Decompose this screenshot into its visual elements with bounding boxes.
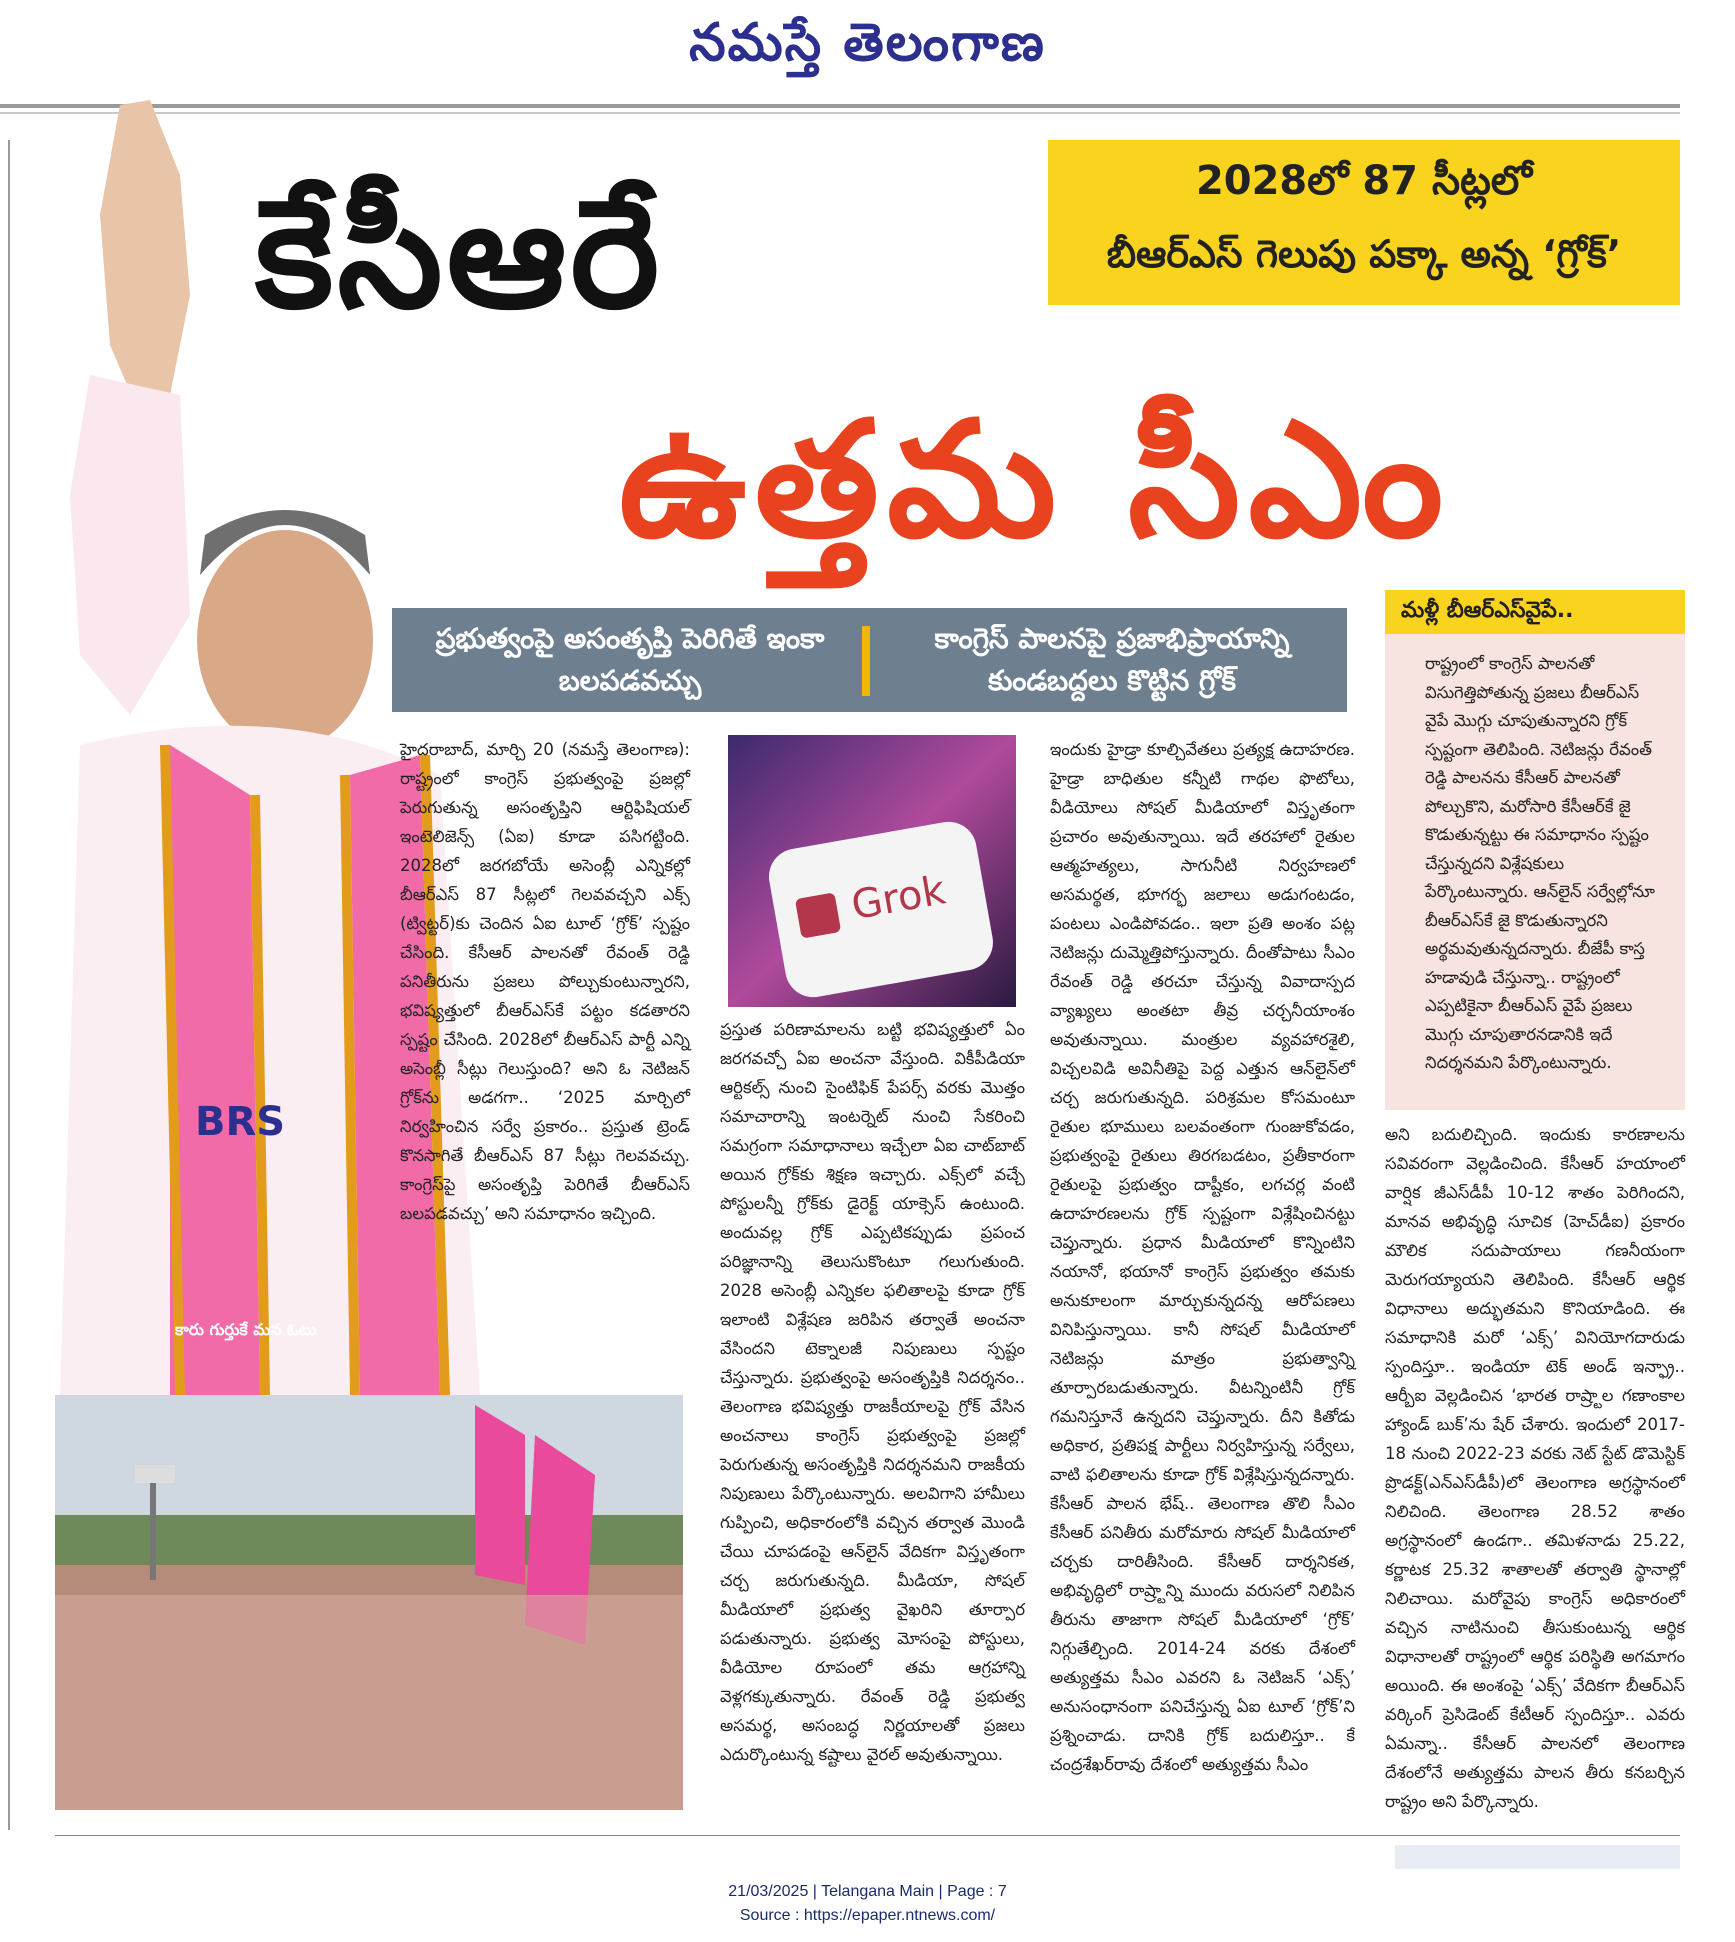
headline-line2: ఉత్తమ సీఎం [618,386,1452,573]
footer [0,1880,1735,1928]
article-column-4: అని బదులిచ్చింది. ఇందుకు కారణాలను సవివరంగా వెల్లడించింది. కేసీఆర్ హయాంలో వార్షిక జీఎస్‌డీపీ 10-12 శాతం పెరిగిందని, మానవ అభివృద్ధి సూచిక (హెచ్‌డీఐ) ప్రకారం మౌలిక సదుపాయాలు గణనీయంగా మెరుగయ్యాయని తెలిపింది. కేసీఆర్ ఆర్థిక విధానాలు అద్భుతమని కొనియాడింది. ఈ సమాధానికి మరో ‘ఎక్స్’ వినియోగదారుడు స్పందిస్తూ.. ఇండియా టెక్ అండ్ ఇన్ఫ్రా.. ఆర్బీఐ వెల్లడించిన ‘భారత రాష్ర్టాల గణాంకాల హ్యాండ్ బుక్’ను షేర్ చేశారు. ఇందులో 2017-18 నుంచి 2022-23 వరకు నెట్ స్టేట్ డొమెస్టిక్ ప్రొడక్ట్(ఎన్‌ఎస్‌డీపీ)లో తెలంగాణ అగ్రస్థానంలో నిలిచింది. తెలంగాణ 28.52 శాతం అగ్రస్థానంలో ఉండగా.. తమిళనాడు 25.22, కర్ణాటక 25.32 శాతాలతో తర్వాతి స్థానాల్లో నిలిచాయి. మరోవైపు కాంగ్రెస్ అధికారంలో వచ్చిన నాటినుంచి తీసుకుంటున్న ఆర్థిక విధానాలతో రాష్ట్రంలో ఆర్థిక పరిస్థితి అగమాగం అయింది. ఈ అంశంపై ‘ఎక్స్’ వేదికగా బీఆర్‌ఎస్ వర్కింగ్ ప్రెసిడెంట్ కేటీఆర్ స్పందిస్తూ.. ఎవరు ఏమన్నా.. కేసీఆర్ పాలనలో తెలంగాణ దేశంలోనే అత్యుత్తమ పాలన తీరు కనబర్చిన రాష్ట్రం అని పేర్కొన్నారు. [1385,1125,1685,1811]
sidebar-title: మళ్లీ బీఆర్‌ఎస్‌వైపే.. [1401,598,1574,623]
yellow-box-line2: బీఆర్‌ఎస్ గెలుపు పక్కా అన్న ‘గ్రోక్’ [1106,232,1622,276]
subhead-divider [862,626,870,696]
masthead [0,0,1735,80]
grok-label: Grok [847,867,949,930]
headline-line1: కేసీఆరే [255,168,664,342]
subhead-left: ప్రభుత్వంపై అసంతృప్తి పెరిగితే ఇంకా బలపడవచ్చు [435,622,825,697]
footer-source-line: Source : https://epaper.ntnews.com/ [739,1907,996,1924]
article-column-1: హైదరాబాద్, మార్చి 20 (నమస్తే తెలంగాణ): రాష్ట్రంలో కాంగ్రెస్ ప్రభుత్వంపై ప్రజల్లో పెరుగుతున్న అసంతృప్తిని ఆర్టిఫిషియల్ ఇంటెలిజెన్స్ (ఏఐ) కూడా పసిగట్టింది. 2028లో జరగబోయే అసెంబ్లీ ఎన్నికల్లో బీఆర్‌ఎస్ 87 సీట్లలో గెలవవచ్చని ఎక్స్ (ట్విట్టర్)కు చెందిన ఏఐ టూల్ ‘గ్రోక్’ స్పష్టం చేసింది. కేసీఆర్ పాలనతో రేవంత్ రెడ్డి పనితీరును ప్రజలు పోల్చుకుంటున్నారని, భవిష్యత్తులో బీఆర్‌ఎస్‌కే పట్టం కడతారని స్పష్టం చేసింది. 2028లో బీఆర్‌ఎస్ పార్టీ ఎన్ని అసెంబ్లీ సీట్లు గెలుస్తుంది? అని ఓ నెటిజన్ గ్రోక్‌ను అడగగా.. ‘2025 మార్చిలో నిర్వహించిన సర్వే ప్రకారం.. ప్రస్తుత ట్రెండ్ కొనసాగితే బీఆర్‌ఎస్ 87 సీట్లు గెలవవచ్చు. కాంగ్రెస్‌పై అసంతృప్తి పెరిగితే బీఆర్‌ఎస్ బలపడవచ్చు’ అని సమాధానం ఇచ్చింది. [400,740,690,1223]
subhead-bar [392,608,1347,712]
left-column-rule [8,140,10,1830]
masthead-title: నమస్తే తెలంగాణ [689,12,1046,73]
next-article-strip [1395,1845,1680,1869]
rally-crowd-photo [55,1395,683,1810]
yellow-highlight-box [1048,140,1680,305]
brs-badge: BRS [195,1099,286,1145]
footer-date-line: 21/03/2025 | Telangana Main | Page : 7 [728,1883,1007,1900]
sidebar-text: రాష్ట్రంలో కాంగ్రెస్ పాలనతో విసుగెత్తిపోతున్న ప్రజలు బీఆర్‌ఎస్ వైపే మొగ్గు చూపుతున్నారని గ్రోక్ స్పష్టంగా తెలిపింది. నెటిజన్లు రేవంత్ రెడ్డి పాలనను కేసీఆర్ పాలనతో పోల్చుకొని, మరోసారి కేసీఆర్‌కే జై కొడుతున్నట్టు ఈ సమాధానం స్పష్టం చేస్తున్నదని విశ్లేషకులు పేర్కొంటున్నారు. ఆన్‌లైన్ సర్వేల్లోనూ బీఆర్‌ఎస్‌కే జై కొడుతున్నారని అర్థమవుతున్నదన్నారు. బీజేపీ కాస్త హడావుడి చేస్తున్నా.. రాష్ట్రంలో ఎప్పటికైనా బీఆర్‌ఎస్ వైపే ప్రజలు మొగ్గు చూపుతారనడానికి ఇదే నిదర్శనమని పేర్కొంటున్నారు. [1425,654,1655,1072]
article-column-3: ఇందుకు హైడ్రా కూల్చివేతలు ప్రత్యక్ష ఉదాహరణ. హైడ్రా బాధితుల కన్నీటి గాథల ఫొటోలు, వీడియోలు సోషల్ మీడియాలో విస్తృతంగా ప్రచారం అవుతున్నాయి. ఇదే తరహాలో రైతుల ఆత్మహత్యలు, సాగునీటి నిర్వహణలో అసమర్థత, భూగర్భ జలాలు అడుగంటడం, పంటలు ఎండిపోవడం.. ఇలా ప్రతి అంశం పట్ల నెటిజన్లు దుమ్మెత్తిపోస్తున్నారు. దీంతోపాటు సీఎం రేవంత్ రెడ్డి తరచూ చేస్తున్న వివాదాస్పద వ్యాఖ్యలు అంతటా తీవ్ర చర్చనీయాంశం అవుతున్నాయి. మంత్రుల వ్యవహారశైలి, విచ్చలవిడి అవినీతిపై పెద్ద ఎత్తున ఆన్‌లైన్‌లో చర్చ జరుగుతున్నది. పరిశ్రమల కోసమంటూ రైతుల భూములు బలవంతంగా గుంజుకోవడం, ప్రభుత్వంపై రైతులు తిరగబడటం, ప్రతీకారంగా రైతులపై ప్రభుత్వం దాష్టీకం, లగచర్ల వంటి ఉదాహరణలను గ్రోక్ స్పష్టంగా విశ్లేషించినట్టు చెప్తున్నారు. ప్రధాన మీడియాలో కొన్నింటిని నయానో, భయానో కాంగ్రెస్ ప్రభుత్వం తమకు అనుకూలంగా మార్చుకున్నదన్న ఆరోపణలు వినిపిస్తున్నాయి. కానీ సోషల్ మీడియాలో నెటిజన్లు మాత్రం ప్రభుత్వాన్ని తూర్పారబడుతున్నారు. వీటన్నింటినీ గ్రోక్ గమనిస్తూనే ఉన్నదని చెప్తున్నారు. దీని కితోడు అధికార, ప్రతిపక్ష పార్టీలు నిర్వహిస్తున్న సర్వేలు, వాటి ఫలితాలను కూడా గ్రోక్ విశ్లేషిస్తున్నదన్నారు. కేసీఆర్ పాలన భేష్.. తెలంగాణ తొలి సీఎం కేసీఆర్ పనితీరు మరోమారు సోషల్ మీడియాలో చర్చకు దారితీసింది. కేసీఆర్ దార్శనికత, అభివృద్ధిలో రాష్ర్టాన్ని ముందు వరుసలో నిలిపిన తీరును తాజాగా సోషల్ మీడియాలో ‘గ్రోక్’ నిగ్గుతేల్చింది. 2014-24 వరకు దేశంలో అత్యుత్తమ సీఎం ఎవరని ఓ నెటిజన్ ‘ఎక్స్’ అనుసంధానంగా పనిచేస్తున్న ఏఐ టూల్ ‘గ్రోక్’ని ప్రశ్నించాడు. దానికి గ్రోక్ బదులిస్తూ.. కే చంద్రశేఖర్‌రావు దేశంలో అత్యుత్తమ సీఎం [1050,740,1355,1774]
yellow-box-line1: 2028లో 87 సీట్లలో [1195,158,1533,204]
grok-image [728,735,1016,1007]
bottom-rule [55,1835,1680,1836]
sidebar-header [1385,590,1685,634]
article-column-2: ప్రస్తుత పరిణామాలను బట్టి భవిష్యత్తులో ఏం జరగవచ్చో ఏఐ అంచనా వేస్తుంది. వికీపీడియా ఆర్టికల్స్ నుంచి సైంటిఫిక్ పేపర్స్ వరకు మొత్తం సమాచారాన్ని ఇంటర్నెట్ నుంచి సేకరించి సమగ్రంగా సమాధానాలు ఇచ్చేలా ఏఐ చాట్‌బాట్ అయిన గ్రోక్‌కు శిక్షణ ఇచ్చారు. ఎక్స్‌లో వచ్చే పోస్టులన్నీ గ్రోక్‌కు డైరెక్ట్ యాక్సెస్ ఉంటుంది. అందువల్ల గ్రోక్ ఎప్పటికప్పుడు ప్రపంచ పరిజ్ఞానాన్ని తెలుసుకొంటూ గలుగుతుంది. 2028 అసెంబ్లీ ఎన్నికల ఫలితాలపై కూడా గ్రోక్ ఇలాంటి విశ్లేషణ జరిపిన తర్వాతే అంచనా వేసిందని టెక్నాలజీ నిపుణులు స్పష్టం చేస్తున్నారు. ప్రభుత్వంపై అసంతృప్తికి నిదర్శనం.. తెలంగాణ భవిష్యత్తు రాజకీయాలపై గ్రోక్ వేసిన అంచనాలు కాంగ్రెస్ ప్రభుత్వంపై ప్రజల్లో పెరుగుతున్న అసంతృప్తికి నిదర్శనమని రాజకీయ నిపుణులు పేర్కొంటున్నారు. అలవిగాని హామీలు గుప్పించి, అధికారంలోకి వచ్చిన తర్వాత మొండి చేయి చూపడంపై ఆన్‌లైన్ వేదికగా విస్తృతంగా చర్చ జరుగుతున్నది. మీడియా, సోషల్ మీడియాలో ప్రభుత్వ వైఖరిని తూర్పార పడుతున్నారు. ప్రభుత్వ మోసంపై పోస్టులు, వీడియోల రూపంలో తమ ఆగ్రహాన్ని వెళ్లగక్కుతున్నారు. రేవంత్ రెడ్డి ప్రభుత్వ అసమర్థ, అసంబద్ధ నిర్ణయాలతో ప్రజలు ఎదుర్కొంటున్న కష్టాలు వైరల్ అవుతున్నాయి. [720,1020,1025,1764]
subhead-right: కాంగ్రెస్ పాలనపై ప్రజాభిప్రాయాన్ని కుండబద్దలు కొట్టిన గ్రోక్ [934,622,1290,697]
sash-text: కారు గుర్తుకే మన ఓటు [175,1320,317,1339]
